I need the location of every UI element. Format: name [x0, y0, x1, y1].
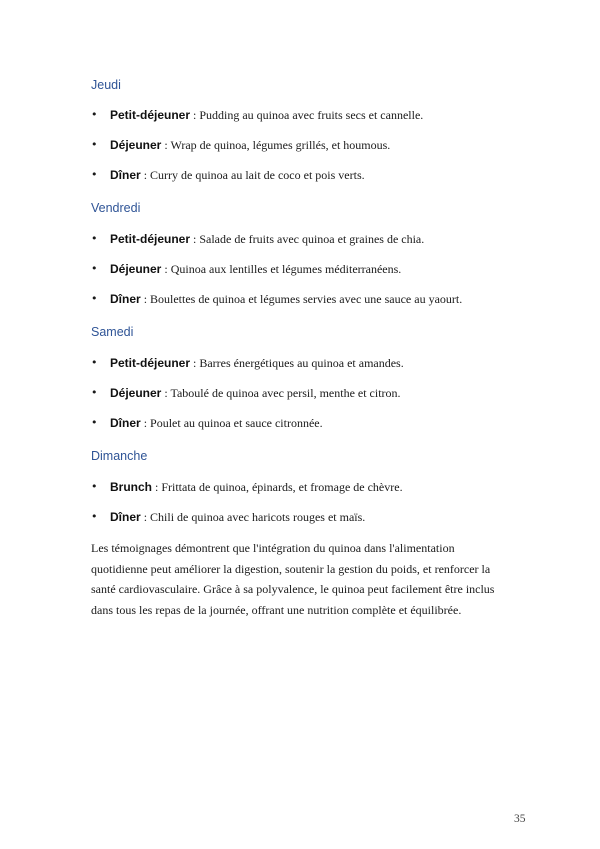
meal-list-jeudi: [91, 106, 521, 184]
day-heading-vendredi: Vendredi: [91, 201, 141, 215]
list-item: [91, 354, 521, 372]
list-item: [91, 260, 521, 278]
day-heading-samedi: Samedi: [91, 325, 134, 339]
bullet-icon: •: [91, 510, 98, 523]
meal-description: : Wrap de quinoa, légumes grillés, et houmous.: [161, 138, 391, 152]
list-item: [91, 384, 521, 402]
bullet-icon: •: [91, 356, 98, 369]
list-item: [91, 166, 521, 184]
meal-description: : Curry de quinoa au lait de coco et pois verts.: [140, 168, 365, 182]
meal-list-vendredi: [91, 230, 521, 308]
meal-label: Petit-déjeuner: [110, 232, 191, 246]
meal-label: Déjeuner: [110, 138, 162, 152]
meal-label: Brunch: [110, 480, 152, 494]
meal-description: : Poulet au quinoa et sauce citronnée.: [140, 416, 323, 430]
list-item: [91, 230, 521, 248]
meal-description: : Frittata de quinoa, épinards, et fromage de chèvre.: [152, 480, 403, 494]
page-number: 35: [514, 813, 526, 825]
meal-label: Dîner: [110, 292, 141, 306]
bullet-icon: •: [91, 386, 98, 399]
meal-list-dimanche: [91, 478, 521, 526]
list-item: [91, 290, 521, 308]
meal-label: Déjeuner: [110, 386, 162, 400]
meal-description: : Quinoa aux lentilles et légumes méditerranéens.: [161, 262, 402, 276]
list-item: [91, 136, 521, 154]
bullet-icon: •: [91, 138, 98, 151]
list-item: [91, 478, 521, 496]
meal-description: : Barres énergétiques au quinoa et amandes.: [190, 356, 404, 370]
bullet-icon: •: [91, 480, 98, 493]
list-item: [91, 414, 521, 432]
bullet-icon: •: [91, 108, 98, 121]
day-heading-jeudi: Jeudi: [91, 78, 121, 92]
bullet-icon: •: [91, 232, 98, 245]
meal-description: : Chili de quinoa avec haricots rouges et maïs.: [140, 510, 366, 524]
list-item: [91, 106, 521, 124]
meal-label: Dîner: [110, 416, 141, 430]
bullet-icon: •: [91, 168, 98, 181]
list-item: [91, 508, 521, 526]
meal-label: Petit-déjeuner: [110, 356, 191, 370]
meal-label: Dîner: [110, 168, 141, 182]
paragraph-line: santé cardiovasculaire. Grâce à sa polyvalence, le quinoa peut facilement être inclus: [91, 582, 495, 596]
paragraph-line: quotidienne peut améliorer la digestion, soutenir la gestion du poids, et renforcer la: [91, 561, 491, 576]
day-heading-dimanche: Dimanche: [91, 449, 148, 463]
paragraph-line: dans tous les repas de la journée, offrant une nutrition complète et équilibrée.: [91, 602, 462, 617]
meal-label: Petit-déjeuner: [110, 108, 191, 122]
meal-list-samedi: [91, 354, 521, 432]
bullet-icon: •: [91, 262, 98, 275]
page-content: [91, 72, 521, 620]
meal-label: Déjeuner: [110, 262, 162, 276]
paragraph-line: Les témoignages démontrent que l'intégration du quinoa dans l'alimentation: [91, 541, 455, 555]
meal-description: : Salade de fruits avec quinoa et graines de chia.: [190, 232, 425, 246]
bullet-icon: •: [91, 292, 98, 305]
meal-description: : Boulettes de quinoa et légumes servies avec une sauce au yaourt.: [140, 292, 463, 306]
bullet-icon: •: [91, 416, 98, 429]
meal-label: Dîner: [110, 510, 141, 524]
closing-paragraph: [91, 538, 516, 620]
meal-description: : Pudding au quinoa avec fruits secs et cannelle.: [190, 108, 424, 122]
meal-description: : Taboulé de quinoa avec persil, menthe et citron.: [161, 386, 401, 400]
